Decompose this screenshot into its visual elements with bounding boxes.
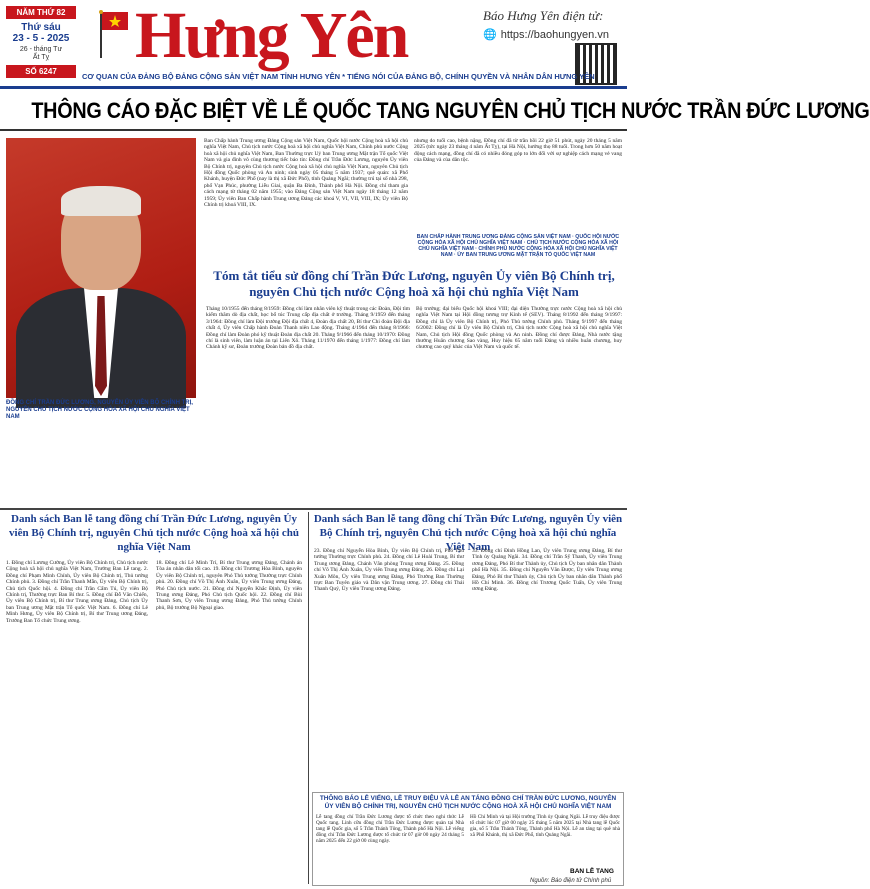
lunar-date-line-1: 26 - tháng Tư: [19, 46, 63, 53]
headline-bar: [0, 91, 870, 131]
lunar-date: [6, 46, 76, 62]
communique-col-2: nhưng do tuổi cao, bệnh nặng, Đồng chí đã từ trần hồi 22 giờ 51 phút, ngày 20 tháng 5 năm 2025 (tức ngày 23 tháng 4 năm Ất Tỵ), tại Hà Nội, hưởng thọ 88 tuổi. Trong hơn 50 năm hoạt động cách mạng, đồng chí đã có nhiều đóng góp to lớn đối với sự nghiệp cách mạng vẻ vang của Đảng và của dân tộc.: [414, 138, 622, 164]
newspaper-logo: Hưng Yên: [135, 0, 408, 72]
publication-year: NĂM THỨ 82: [6, 6, 76, 19]
funeral-committee-col-4: 33. Đồng chí Đinh Hồng Lan, Ủy viên Trung ương Đảng, Bí thư Tỉnh ủy Quảng Ngãi. 34. Đồng chí Trần Sỹ Thanh, Ủy viên Trung ương Đảng, Phó Bí thư Thành ủy, Chủ tịch Ủy ban nhân dân Thành phố Hà Nội. 35. Đồng chí Nguyễn Văn Được, Ủy viên Trung ương Đảng, Phó Bí thư Thành ủy, Chủ tịch Ủy ban nhân dân Thành phố Hồ Chí Minh. 36. Đồng chí Trương Quốc Tuấn, Ủy viên Trung ương Đảng.: [472, 548, 622, 593]
slogan: CƠ QUAN CỦA ĐẢNG BỘ ĐẢNG CỘNG SẢN VIỆT NAM TỈNH HƯNG YÊN * TIẾNG NÓI CỦA ĐẢNG BỘ, CHÍNH QUYỀN VÀ NHÂN DÂN HƯNG YÊN: [82, 72, 595, 81]
globe-icon: 🌐: [483, 29, 497, 41]
notice-title: THÔNG BÁO LỄ VIẾNG, LỄ TRUY ĐIỆU VÀ LỄ AN TÁNG ĐỒNG CHÍ TRẦN ĐỨC LƯƠNG, NGUYÊN ỦY VIÊN BỘ CHÍNH TRỊ, NGUYÊN CHỦ TỊCH NƯỚC CỘNG HOÀ XÃ HỘI CHỦ NGHĨA VIỆT NAM: [319, 795, 617, 810]
funeral-committee-col-2: 18. Đồng chí Lê Minh Trí, Bí thư Trung ương Đảng, Chánh án Tòa án nhân dân tối cao. 19. Đồng chí Trương Hòa Bình, nguyên Ủy viên Bộ Chính trị, nguyên Phó Thủ tướng Thường trực Chính phủ. 20. Đồng chí Võ Thị Ánh Xuân, Ủy viên Trung ương Đảng, Phó Chủ tịch nước. 21. Đồng chí Nguyễn Khắc Định, Ủy viên Trung ương Đảng, Phó Chủ tịch Quốc hội. 22. Đồng chí Bùi Thanh Sơn, Ủy viên Trung ương Đảng, Phó Thủ tướng Chính phủ, Bộ trưởng Bộ Ngoại giao.: [156, 560, 302, 611]
biography-left-col: Tháng 10/1955 đến tháng 8/1959: Đồng chí làm nhân viên kỹ thuật trong các Đoàn, Đội tìm kiếm thăm dò địa chất, học bổ túc Trung cấp địa chất ở trường. Tháng 9/1959 đến tháng 3/1964: Đồng chí làm Đội trưởng Đội địa chất 4, Đoàn địa chất 20, Bí thư Chi đoàn Đội địa chất 4, Ủy viên Chấp hành Đoàn Thanh niên Lao động. Tháng 4/1964 đến tháng 8/1966: Đồng chí làm Đoàn phó kỹ thuật Đoàn địa chất 20. Tháng 9/1966 đến tháng 10/1970: Đồng chí là sinh viên, làm luận án tại Liên Xô. Tháng 11/1970 đến tháng 1/1977: Đồng chí làm Chánh kỹ sư, Đoàn trưởng Đoàn bản đồ địa chất.: [206, 306, 410, 351]
portrait-photo: [6, 138, 196, 398]
party-emblem-icon: [88, 10, 132, 60]
source-credit: Nguồn: Báo điện tử Chính phủ: [530, 878, 612, 884]
portrait-caption: ĐỒNG CHÍ TRẦN ĐỨC LƯƠNG, NGUYÊN ỦY VIÊN BỘ CHÍNH TRỊ, NGUYÊN CHỦ TỊCH NƯỚC CỘNG HÒA XÃ HỘI CHỦ NGHĨA VIỆT NAM: [6, 400, 193, 420]
day-of-week: Thứ sáu: [21, 22, 61, 33]
web-label: Báo Hưng Yên điện tử:: [483, 8, 604, 23]
issue-date: 23 - 5 - 2025: [12, 33, 70, 44]
biography-title: Tóm tắt tiểu sử đồng chí Trần Đức Lương, nguyên Ủy viên Bộ Chính trị, nguyên Chủ tịch nước Cộng hoà xã hội chủ nghĩa Việt Nam: [213, 268, 615, 299]
issue-number: SỐ 6247: [6, 65, 76, 78]
funeral-committee-title-right: Danh sách Ban lễ tang đồng chí Trần Đức Lương, nguyên Ủy viên Bộ Chính trị, nguyên Chủ tịch nước Cộng hoà xã hội chủ nghĩa Việt Nam: [313, 513, 623, 553]
masthead-rule: [0, 86, 627, 89]
funeral-committee-title-left: Danh sách Ban lễ tang đồng chí Trần Đức Lương, nguyên Ủy viên Bộ Chính trị, nguyên Chủ tịch nước Cộng hoà xã hội chủ nghĩa Việt Nam: [9, 513, 299, 553]
notice-signature: BAN LỄ TANG: [570, 868, 614, 875]
notice-col-1: Lễ tang đồng chí Trần Đức Lương được tổ chức theo nghi thức Lễ Quốc tang. Linh cữu đồng chí Trần Đức Lương được quàn tại Nhà tang lễ Quốc gia, số 5 Trần Thánh Tông, Thành phố Hà Nội. Lễ viếng đồng chí Trần Đức Lương được tổ chức từ 07 giờ 00 ngày 24 tháng 5 năm 2025 đến 22 giờ 00 cùng ngày.: [316, 814, 464, 844]
funeral-committee-col-1: 1. Đồng chí Lương Cường, Ủy viên Bộ Chính trị, Chủ tịch nước Cộng hoà xã hội chủ nghĩa Việt Nam, Trưởng Ban Lễ tang. 2. Đồng chí Phạm Minh Chính, Ủy viên Bộ Chính trị, Thủ tướng Chính phủ. 3. Đồng chí Trần Thanh Mẫn, Ủy viên Bộ Chính trị, Chủ tịch Quốc hội. 4. Đồng chí Trần Cẩm Tú, Ủy viên Bộ Chính trị, Thường trực Ban Bí thư. 5. Đồng chí Đỗ Văn Chiến, Ủy viên Bộ Chính trị, Bí thư Trung ương Đảng, Chủ tịch Ủy ban Trung ương Mặt trận Tổ quốc Việt Nam. 6. Đồng chí Lê Minh Hưng, Ủy viên Bộ Chính trị, Bí thư Trung ương Đảng, Trưởng Ban Tổ chức Trung ương.: [6, 560, 148, 624]
headline: THÔNG CÁO ĐẶC BIỆT VỀ LỄ QUỐC TANG NGUYÊN CHỦ TỊCH NƯỚC TRẦN ĐỨC LƯƠNG: [31, 98, 870, 123]
issue-box: [6, 6, 76, 82]
lunar-date-line-2: Ất Tỵ: [32, 54, 50, 61]
funeral-committee-col-3: 23. Đồng chí Nguyễn Hòa Bình, Ủy viên Bộ Chính trị, Phó Thủ tướng Thường trực Chính phủ. 24. Đồng chí Lê Hoài Trung, Bí thư Trung ương Đảng, Chánh Văn phòng Trung ương Đảng. 25. Đồng chí Võ Thị Ánh Xuân, Ủy viên Trung ương Đảng. 26. Đồng chí Lại Xuân Môn, Ủy viên Trung ương Đảng, Phó Trưởng Ban Thường trực Ban Tuyên giáo và Dân vận Trung ương. 27. Đồng chí Thái Thanh Quý, Ủy viên Trung ương Đảng.: [314, 548, 464, 593]
vertical-divider: [308, 512, 309, 884]
web-url[interactable]: https://baohungyen.vn: [500, 28, 609, 41]
masthead: [0, 0, 627, 92]
biography-right-col: Bộ trưởng; đại biểu Quốc hội khoá VIII; đại diện Thường trực nước Cộng hoà xã hội chủ nghĩa Việt Nam tại Hội đồng tương trợ Kinh tế (SEV). Tháng 8/1992 đến tháng 9/1997: Đồng chí là Ủy viên Bộ Chính trị, Phó Thủ tướng Chính phủ. Tháng 9/1997 đến tháng 6/2002: Đồng chí là Ủy viên Bộ Chính trị, Chủ tịch nước Cộng hoà xã hội chủ nghĩa Việt Nam, Chủ tịch Hội đồng Quốc phòng và An ninh. Đồng chí được Đảng, Nhà nước tặng thưởng Huân chương Sao vàng, Huy hiệu 65 năm tuổi Đảng và nhiều huân chương, huy chương cao quý khác của Việt Nam và quốc tế.: [416, 306, 622, 351]
communique-col-1: Ban Chấp hành Trung ương Đảng Cộng sản Việt Nam, Quốc hội nước Cộng hoà xã hội chủ nghĩa Việt Nam, Chủ tịch nước Cộng hoà xã hội chủ nghĩa Việt Nam, Chính phủ nước Cộng hoà xã hội chủ nghĩa Việt Nam, Ban Thường trực Uỷ ban Trung ương Mặt trận Tổ quốc Việt Nam và gia đình vô cùng thương tiếc báo tin: Đồng chí Trần Đức Lương, nguyên Ủy viên Bộ Chính trị, nguyên Chủ tịch nước Cộng hoà xã hội chủ nghĩa Việt Nam, nguyên Chủ tịch Hội đồng Quốc phòng và An ninh; sinh ngày 05 tháng 5 năm 1937; quê quán: xã Phổ Khánh, huyện Đức Phổ (nay là thị xã Đức Phổ), tỉnh Quảng Ngãi; thường trú tại số nhà 298, phố Vạn Phúc, phường Liễu Giai, quận Ba Đình, Thành phố Hà Nội. Đồng chí tham gia cách mạng từ tháng 02 năm 1955; vào Đảng Cộng sản Việt Nam ngày 18 tháng 12 năm 1959; Ủy viên Ban Chấp hành Trung ương Đảng các khoá V, VI, VII, VIII, IX; Ủy viên Bộ Chính trị khoá VIII, IX.: [204, 138, 408, 209]
communique-committee: BAN CHẤP HÀNH TRUNG ƯƠNG ĐẢNG CỘNG SẢN VIỆT NAM · QUỐC HỘI NƯỚC CỘNG HÒA XÃ HỘI CHỦ NGHĨA VIỆT NAM · CHỦ TỊCH NƯỚC CỘNG HÒA XÃ HỘI CHỦ NGHĨA VIỆT NAM · CHÍNH PHỦ NƯỚC CỘNG HÒA XÃ HỘI CHỦ NGHĨA VIỆT NAM · ỦY BAN TRUNG ƯƠNG MẶT TRẬN TỔ QUỐC VIỆT NAM: [416, 234, 620, 258]
section-divider: [0, 508, 627, 510]
notice-col-2: Hồ Chí Minh và tại Hội trường Tỉnh ủy Quảng Ngãi. Lễ truy điệu được tổ chức lúc 07 giờ 00 ngày 25 tháng 5 năm 2025 tại Nhà tang lễ Quốc gia, số 5 Trần Thánh Tông, Thành phố Hà Nội. Lễ an táng tại quê nhà xã Phổ Khánh, thị xã Đức Phổ, tỉnh Quảng Ngãi.: [470, 814, 620, 838]
